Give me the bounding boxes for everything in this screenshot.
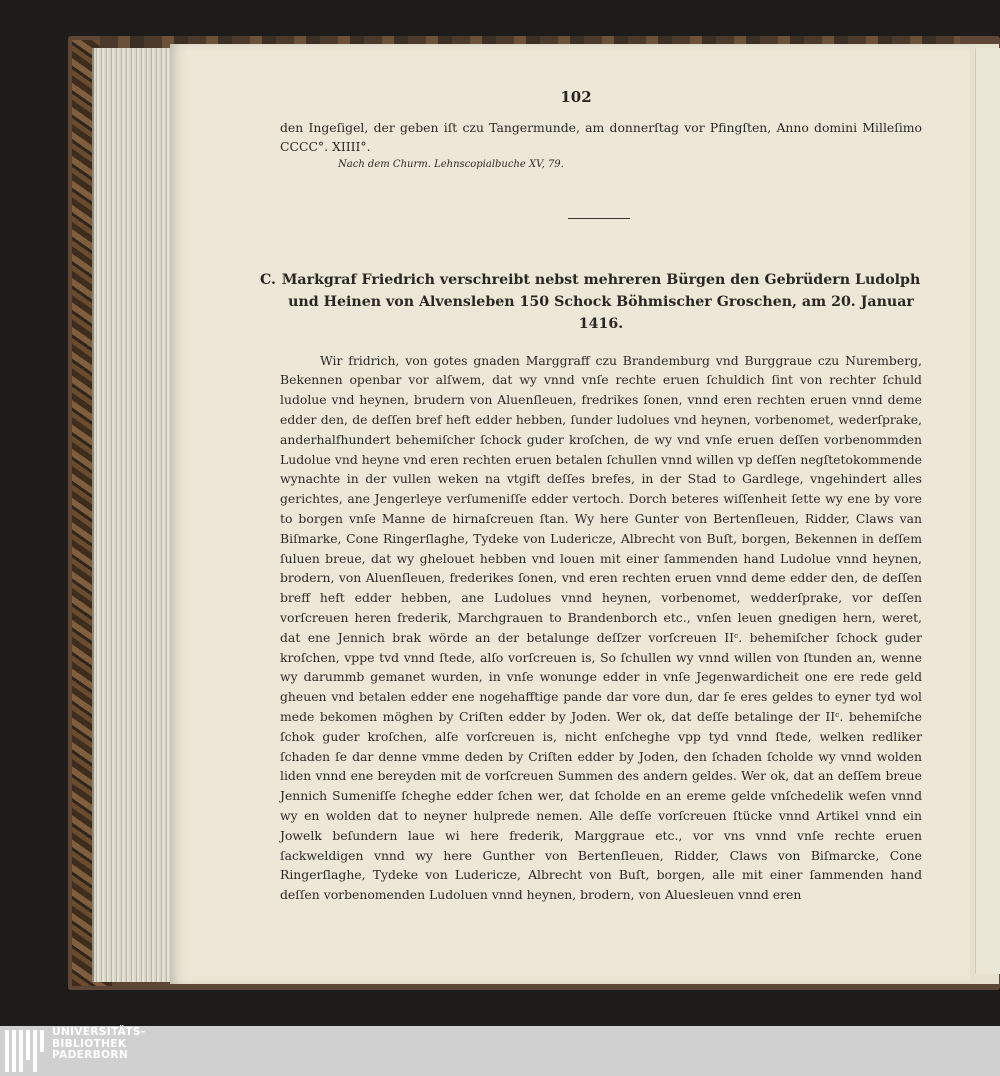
section-divider — [568, 218, 630, 219]
page-content — [260, 88, 922, 917]
library-footer — [0, 1026, 1000, 1076]
library-name — [52, 1027, 146, 1062]
section-heading — [260, 269, 922, 335]
section-heading-text: Markgraf Friedrich verschreibt nebst mehreren Bürgen den Gebrüdern Ludolph und Heinen von Alvensleben 150 Schock Böhmischer Groschen, am 20. Januar 1416. — [281, 271, 921, 332]
library-logo-icon — [5, 1030, 49, 1072]
intro-paragraph: den Ingeſigel, der geben iſt czu Tangermunde, am donnerſtag vor Pfingſten, Anno domini Milleſimo CCCC°. XIIII°. — [280, 120, 922, 155]
book-page — [170, 44, 970, 984]
source-note: Nach dem Churm. Lehnscopialbuche XV, 79. — [338, 158, 564, 170]
section-letter: C. — [260, 271, 276, 288]
page-number: 102 — [560, 88, 592, 106]
facing-page-edge-inner — [975, 48, 1000, 974]
library-name-line3: PADERBORN — [52, 1049, 128, 1062]
charter-text: Wir fridrich, von gotes gnaden Marggraff czu Brandemburg vnd Burggraue czu Nuremberg, Bekennen openbar vor alſwem, dat wy vnnd vnſe rechte eruen ſchuldich ſint von rechter ſchuld ludolue vnd heynen, brudern von Aluenſleuen, fredrikes ſonen, vnnd eren rechten eruen vnnd deme edder den, de deſſen bref heft edder hebben, ſunder ludolues vnd heynen, vorbenomet, wederſprake, anderhalfhundert behemiſcher ſchock guder kroſchen, de wy vnd vnſe eruen deſſen vorbenommden Ludolue vnd heyne vnd eren rechten eruen betalen ſchullen vnnd willen vp deſſen negſtetokommende wynachte in der vullen weken na vtgift deſſes brefes, in der Stad to Gardlege, vngehindert alles gerichtes, ane Jengerleye verſumeniſſe edder vertoch. Dorch beteres wiſſenheit ſette wy ene by vore to borgen vnſe Manne de hirnaſcreuen ſtan. Wy here Gunter von Bertenſleuen, Ridder, Claws van Biſmarke, Cone Ringerſlaghe, Tydeke von Ludericze, Albrecht von Buſt, borgen, Bekennen in deſſem ſuluen breue, dat wy ghelouet hebben vnd louen mit einer ſammenden hand Ludolue vnnd heynen, brodern, von Aluenſleuen, frederikes ſonen, vnd eren rechten eruen vnnd deme edder den, de deſſen breff heft edder hebben, ane Ludolues vnnd heynen, vorbenomet, wedderſprake, vor deſſen vorſcreuen heren frederik, Marchgrauen to Brandenborch etc., vnſen leuen gnedigen hern, weret, dat ene Jennich brak wörde an der betalunge deſſzer vorſcreuen IIᶜ. behemiſcher ſchock guder kroſchen, vppe tvd vnnd ſtede, alſo vorſcreuen is, So ſchullen wy vnnd willen von ſtunden an, wenne wy darummb gemanet wurden, in vnſe wonunge edder in vnſe Jegenwardicheit one ere rede geld gheuen vnd betalen edder ene nogehafftige pande dar vore dun, dar ſe eres geldes to eyner tyd wol mede bekomen möghen by Criſten edder by Joden. Wer ok, dat deſſe betalinge der IIᶜ. behemiſche ſchok guder kroſchen, alſe vorſcreuen is, nicht enſcheghe vpp tyd vnnd ſtede, welken redliker ſchaden ſe dar denne vmme deden by Criſten edder by Joden, den ſchaden ſcholde wy vnnd wolden liden vnnd ene bereyden mit de vorſcreuen Summen des andern geldes. Wer ok, dat an deſſem breue Jennich Sumeniſſe ſcheghe edder ſchen wer, dat ſcholde en an ereme gelde vnſchedelik weſen vnnd wy en wolden dat to neyner hulprede nemen. Alle deſſe vorſcreuen ſtücke vnnd Artikel vnnd ein Jowelk beſundern laue wi here frederik, Marggraue etc., vor vns vnnd vnſe rechte eruen ſackweldigen vnnd wy here Gunther von Bertenſleuen, Ridder, Claws von Biſmarcke, Cone Ringerſlaghe, Tydeke von Ludericze, Albrecht von Buſt, borgen, alle mit einer ſammenden hand deſſen vorbenomenden Ludoluen vnnd heynen, brodern, von Aluesleuen vnnd eren — [280, 352, 922, 903]
library-name-line2: BIBLIOTHEK — [52, 1037, 127, 1050]
library-name-line1: UNIVERSITÄTS- — [52, 1026, 146, 1038]
